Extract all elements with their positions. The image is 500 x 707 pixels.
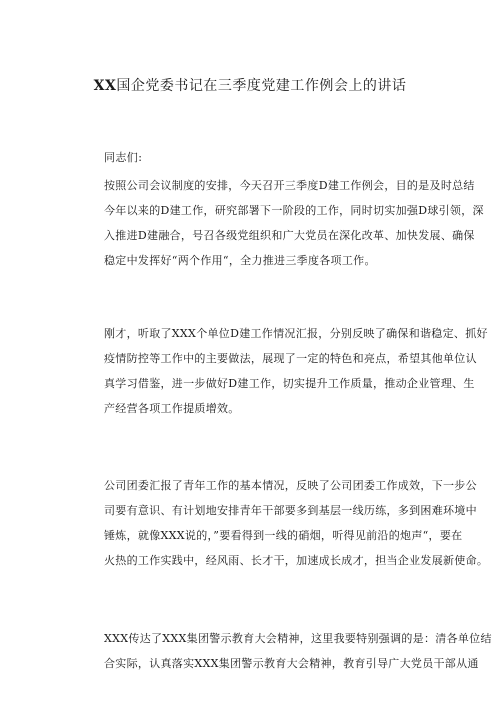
paragraph-3 (104, 473, 489, 573)
paragraph-1 (104, 173, 484, 273)
paragraph-line: 司要有意识、有计划地安排青年干部要多到基层一线历练，多到困难环境中 (104, 504, 477, 517)
title-prefix: XX (93, 78, 117, 94)
paragraph-line: 稳定中发挥好“两个作用“，全力推进三季度各项工作。 (104, 254, 376, 267)
paragraph-line: 疫情防控等工作中的主要做法，展现了一定的特色和亮点，希望其他单位认 (104, 352, 477, 365)
paragraph-line: 公司团委汇报了青年工作的基本情况，反映了公司团委工作成效，下一步公 (104, 479, 477, 492)
paragraph-4 (104, 626, 492, 676)
paragraph-line: 刚才，听取了XXX个单位D建工作情况汇报，分别反映了确保和谐稳定、抓好 (104, 327, 488, 340)
paragraph-line: 入推进D建融合，号召各级党组织和广大党员在深化改革、加快发展、确保 (104, 229, 475, 242)
paragraph-2 (104, 321, 488, 421)
paragraph-line: 锤炼，就像XXX说的，”要看得到一线的硝烟，听得见前沿的炮声“，要在 (104, 529, 463, 542)
paragraph-line: 今年以来的D建工作，研究部署下一阶段的工作，同时切实加强D球引领，深 (104, 204, 484, 217)
greeting: 同志们: (104, 151, 143, 164)
document-title (60, 76, 440, 96)
paragraph-line: 产经营各项工作提质增效。 (104, 402, 240, 415)
paragraph-line: 按照公司会议制度的安排，今天召开三季度D建工作例会，目的是及时总结 (104, 179, 475, 192)
title-text: 国企党委书记在三季度党建工作例会上的讲话 (116, 78, 407, 94)
paragraph-line: 合实际，认真落实XXX集团警示教育大会精神，教育引导广大党员干部从通 (104, 657, 479, 670)
paragraph-line: XXX传达了XXX集团警示教育大会精神，这里我要特别强调的是：清各单位结 (104, 632, 492, 645)
paragraph-line: 真学习借鉴，进一步做好D建工作，切实提升工作质量，推动企业管理、生 (104, 377, 475, 390)
paragraph-line: 火热的工作实践中，经风雨、长才干，加速成长成才，担当企业发展新使命。 (104, 554, 489, 567)
